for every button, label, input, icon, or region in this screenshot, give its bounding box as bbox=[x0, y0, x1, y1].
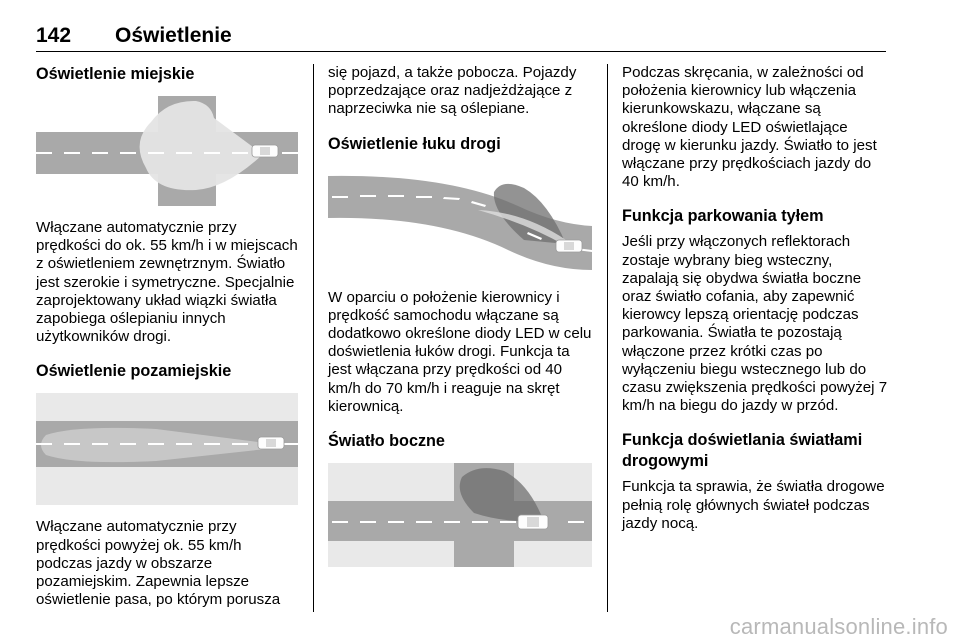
header-rule bbox=[36, 51, 886, 52]
car-icon bbox=[556, 240, 582, 252]
heading-curve-lighting: Oświetlenie łuku drogi bbox=[328, 134, 501, 153]
paragraph-high-beam-function: Funkcja ta sprawia, że światła drogowe pełnią rolę głównych świateł podczas jazdy nocą. bbox=[622, 478, 885, 532]
paragraph-continued: się pojazd, a także pobocza. Pojazdy poprzedzające oraz nadjeżdżające z naprzeciwka nie są oślepiane. bbox=[328, 64, 577, 118]
side-light-illustration bbox=[328, 463, 592, 567]
countryside-lighting-illustration bbox=[36, 393, 298, 505]
paragraph-reverse-parking: Jeśli przy włączonych reflektorach zostaje wybrany bieg wsteczny, zapalają się obydwa światła boczne oraz światło cofania, aby zapewnić kierowcy lepszą orientację podczas parkowania. Światła te pozostają włączone przez krótki czas po wyłączeniu biegu wstecznego lub do czasu zwiększenia prędkości powyżej 7 km/h na biegu do jazdy w przód. bbox=[622, 233, 888, 415]
curve-lighting-illustration bbox=[328, 166, 592, 276]
paragraph-side-light: Podczas skręcania, w zależności od położenia kierownicy lub włączenia kierunkowskazu, włączane są określone diody LED oświetlające drogę w kierunku jazdy. Światło to jest włączane przy prędkościach jazdy do 40 km/h. bbox=[622, 64, 877, 191]
heading-city-lighting: Oświetlenie miejskie bbox=[36, 65, 195, 83]
heading-high-beam-function: Funkcja doświetlania światłami drogowymi bbox=[622, 431, 863, 471]
page-number: 142 bbox=[36, 24, 72, 47]
car-icon bbox=[252, 145, 278, 157]
column-divider-1 bbox=[313, 64, 314, 612]
heading-countryside-lighting: Oświetlenie pozamiejskie bbox=[36, 362, 232, 381]
heading-reverse-parking: Funkcja parkowania tyłem bbox=[622, 207, 824, 226]
page-title: Oświetlenie bbox=[115, 24, 232, 47]
city-lighting-illustration bbox=[36, 96, 298, 206]
column-divider-2 bbox=[607, 64, 608, 612]
car-icon bbox=[258, 437, 284, 449]
column-1 bbox=[36, 64, 301, 609]
paragraph-curve-lighting: W oparciu o położenie kierownicy i prędkość samochodu włączane są dodatkowo określone diody LED w celu doświetlenia łuków drogi. Funkcja ta jest włączana przy prędkości od 40 km/h do 70 km/h i reaguje na skręt kierownicą. bbox=[328, 288, 592, 415]
column-2 bbox=[328, 64, 594, 567]
page-header bbox=[36, 24, 886, 52]
column-3 bbox=[622, 64, 890, 533]
watermark: carmanualsonline.info bbox=[729, 614, 948, 639]
paragraph-city-lighting: Włączane automatycznie przy prędkości do ok. 55 km/h i w miejscach z oświetleniem zewnętrznym. Światło jest szerokie i symetryczne. Specjalnie zaprojektowany układ wiązki światła zapobiega oślepianiu innych użytkowników drogi. bbox=[36, 219, 298, 346]
car-icon bbox=[518, 515, 548, 529]
heading-side-light: Światło boczne bbox=[328, 432, 445, 451]
paragraph-countryside-lighting: Włączane automatycznie przy prędkości powyżej ok. 55 km/h podczas jazdy w obszarze pozamiejskim. Zapewnia lepsze oświetlenie pasa, po którym porusza bbox=[36, 518, 281, 609]
